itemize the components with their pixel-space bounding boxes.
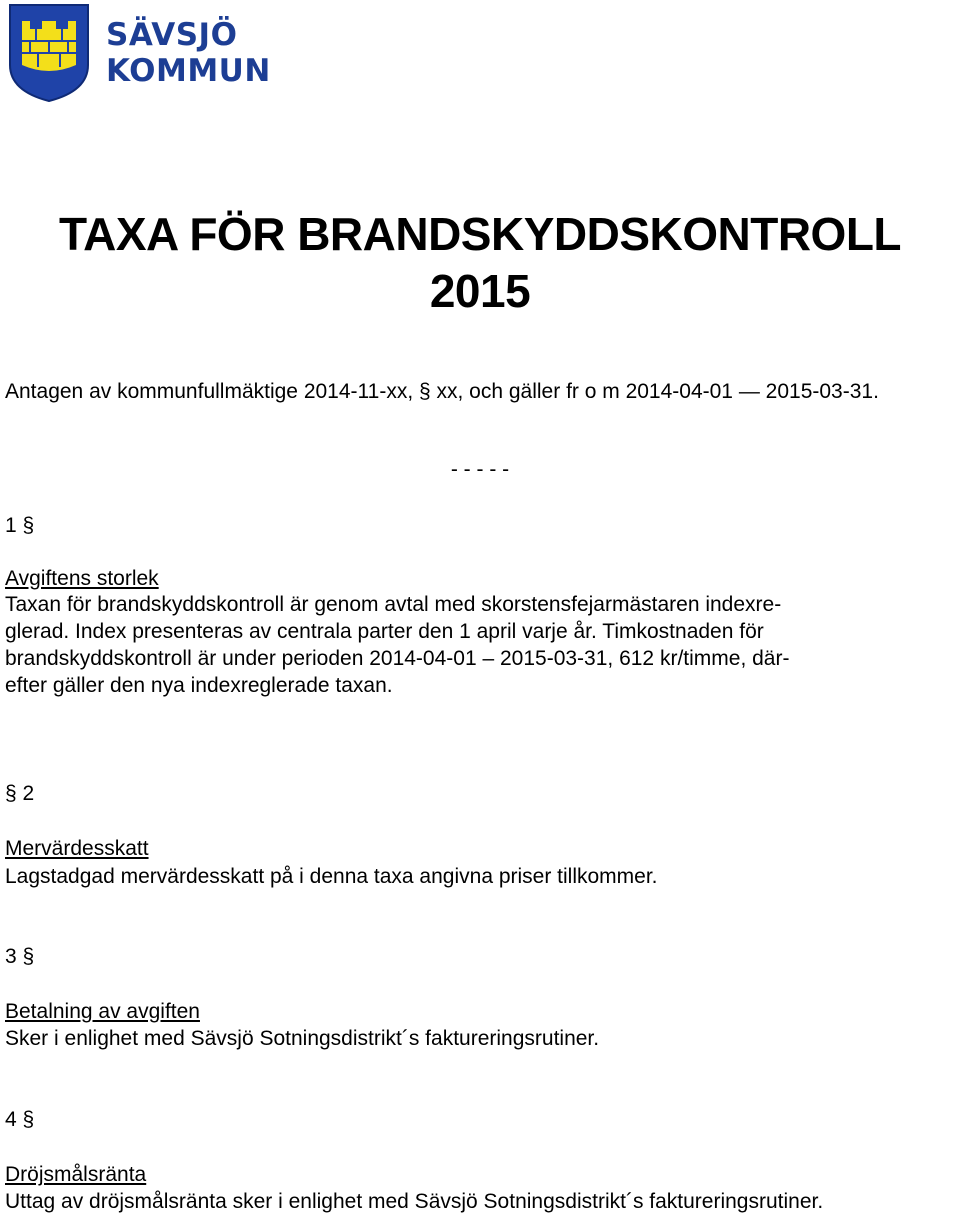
org-name: SÄVSJÖ KOMMUN — [106, 17, 271, 89]
body-line: Lagstadgad mervärdesskatt på i denna taxa angivna priser tillkommer. — [5, 865, 658, 888]
section-number: 3 § — [5, 945, 35, 968]
body-line: Taxan för brandskyddskontroll är genom avtal med skorstensfejarmästaren indexre- — [5, 593, 782, 616]
section-heading: Avgiftens storlek — [5, 567, 159, 590]
section-heading: Mervärdesskatt — [5, 837, 149, 860]
section-heading: Dröjsmålsränta — [5, 1163, 147, 1186]
body-line: glerad. Index presenteras av centrala parter den 1 april varje år. Timkostnaden för — [5, 620, 764, 643]
body-line: Sker i enlighet med Sävsjö Sotningsdistrikt´s faktureringsrutiner. — [5, 1027, 600, 1050]
section-heading: Betalning av avgiften — [5, 1000, 200, 1023]
coat-of-arms-icon — [8, 3, 90, 103]
adoption-note: Antagen av kommunfullmäktige 2014-11-xx, § xx, och gäller fr o m 2014-04-01 — 2015-03-31. — [5, 380, 879, 403]
section-number: 4 § — [5, 1108, 35, 1131]
title-line-1: TAXA FÖR BRANDSKYDDSKONTROLL — [58, 208, 902, 260]
body-line: efter gäller den nya indexreglerade taxan. — [5, 674, 393, 697]
title-line-2: 2015 — [429, 265, 531, 317]
document-title — [0, 206, 960, 320]
body-line: Uttag av dröjsmålsränta sker i enlighet med Sävsjö Sotningsdistrikt´s faktureringsrutiner. — [5, 1190, 824, 1213]
separator: - - - - - — [450, 458, 510, 481]
section-number: 1 § — [5, 514, 35, 537]
section-number: § 2 — [5, 782, 35, 805]
body-line: brandskyddskontroll är under perioden 2014-04-01 – 2015-03-31, 612 kr/timme, där- — [5, 647, 790, 670]
municipality-logo — [8, 3, 388, 103]
